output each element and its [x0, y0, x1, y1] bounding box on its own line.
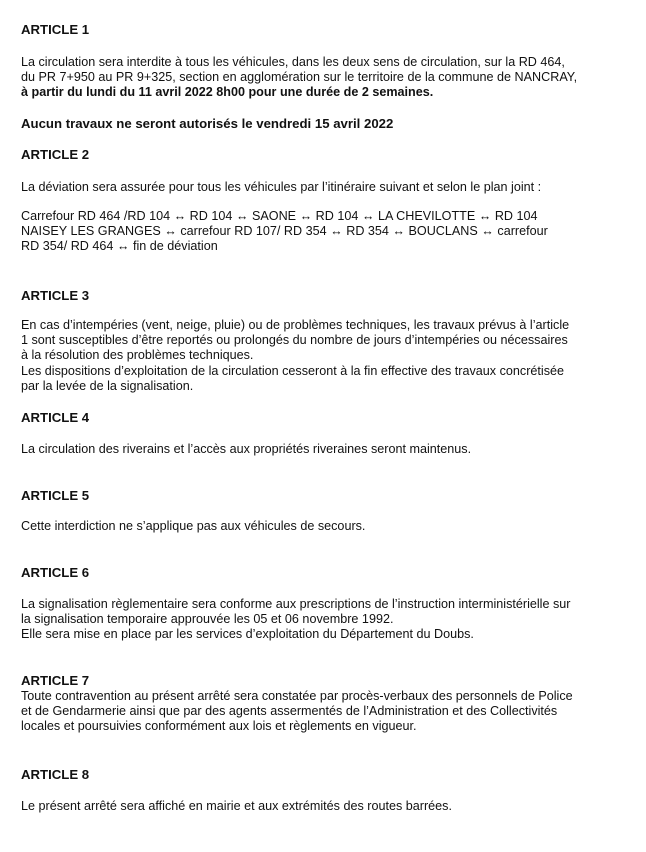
article-7-heading: ARTICLE 7 [21, 673, 90, 688]
article-6-line: Elle sera mise en place par les services d’exploitation du Département du Doubs. [21, 627, 474, 642]
article-1-date-line: à partir du lundi du 11 avril 2022 8h00 pour une durée de 2 semaines. [21, 85, 434, 100]
article-6-line: la signalisation temporaire approuvée les 05 et 06 novembre 1992. [21, 612, 394, 627]
article-3-line: 1 sont susceptibles d’être reportés ou prolongés du nombre de jours d’intempéries ou nécessaires [21, 333, 568, 348]
article-3-text [21, 318, 621, 394]
article-4-heading: ARTICLE 4 [21, 410, 90, 425]
article-3-line: Les dispositions d’exploitation de la circulation cesseront à la fin effective des travaux concrétisée [21, 363, 565, 378]
article-2-intro: La déviation sera assurée pour tous les véhicules par l’itinéraire suivant et selon le plan joint : [21, 180, 542, 194]
article-1-text [21, 55, 621, 101]
article-3-line: En cas d’intempéries (vent, neige, pluie) ou de problèmes techniques, les travaux prévus à l’article [21, 318, 570, 332]
article-2-route [21, 209, 621, 255]
article-1-note: Aucun travaux ne seront autorisés le vendredi 15 avril 2022 [21, 116, 394, 131]
article-3-line: à la résolution des problèmes techniques. [21, 348, 254, 363]
article-8-heading: ARTICLE 8 [21, 767, 90, 782]
article-6-heading: ARTICLE 6 [21, 565, 90, 580]
article-5-text [21, 519, 621, 534]
article-2-route-line: NAISEY LES GRANGES ↔ carrefour RD 107/ RD 354 ↔ RD 354 ↔ BOUCLANS ↔ carrefour [21, 224, 548, 239]
article-5-heading: ARTICLE 5 [21, 488, 90, 503]
article-1-line: du PR 7+950 au PR 9+325, section en agglomération sur le territoire de la commune de NANCRAY, [21, 70, 578, 85]
article-3-line: par la levée de la signalisation. [21, 378, 194, 393]
article-7-line: locales et poursuivies conformément aux lois et règlements en vigueur. [21, 719, 417, 734]
article-2-heading: ARTICLE 2 [21, 147, 90, 162]
article-8-line: Le présent arrêté sera affiché en mairie et aux extrémités des routes barrées. [21, 799, 452, 813]
article-1-line: La circulation sera interdite à tous les véhicules, dans les deux sens de circulation, sur la RD 464, [21, 55, 565, 69]
article-7-line: et de Gendarmerie ainsi que par des agents assermentés de l’Administration et des Collectivités [21, 704, 558, 719]
article-7-text [21, 689, 621, 735]
article-6-line: La signalisation règlementaire sera conforme aux prescriptions de l’instruction interministérielle sur [21, 597, 571, 611]
article-6-text [21, 597, 621, 643]
article-5-line: Cette interdiction ne s’applique pas aux véhicules de secours. [21, 519, 366, 533]
article-4-line: La circulation des riverains et l’accès aux propriétés riveraines seront maintenus. [21, 442, 472, 456]
article-2-route-line: RD 354/ RD 464 ↔ fin de déviation [21, 239, 218, 254]
article-1-heading: ARTICLE 1 [21, 22, 90, 37]
article-2-route-line: Carrefour RD 464 /RD 104 ↔ RD 104 ↔ SAONE ↔ RD 104 ↔ LA CHEVILOTTE ↔ RD 104 [21, 209, 538, 223]
article-3-heading: ARTICLE 3 [21, 288, 90, 303]
article-8-text [21, 799, 621, 814]
article-4-text [21, 442, 621, 457]
article-7-line: Toute contravention au présent arrêté sera constatée par procès-verbaux des personnels de Police [21, 689, 573, 703]
